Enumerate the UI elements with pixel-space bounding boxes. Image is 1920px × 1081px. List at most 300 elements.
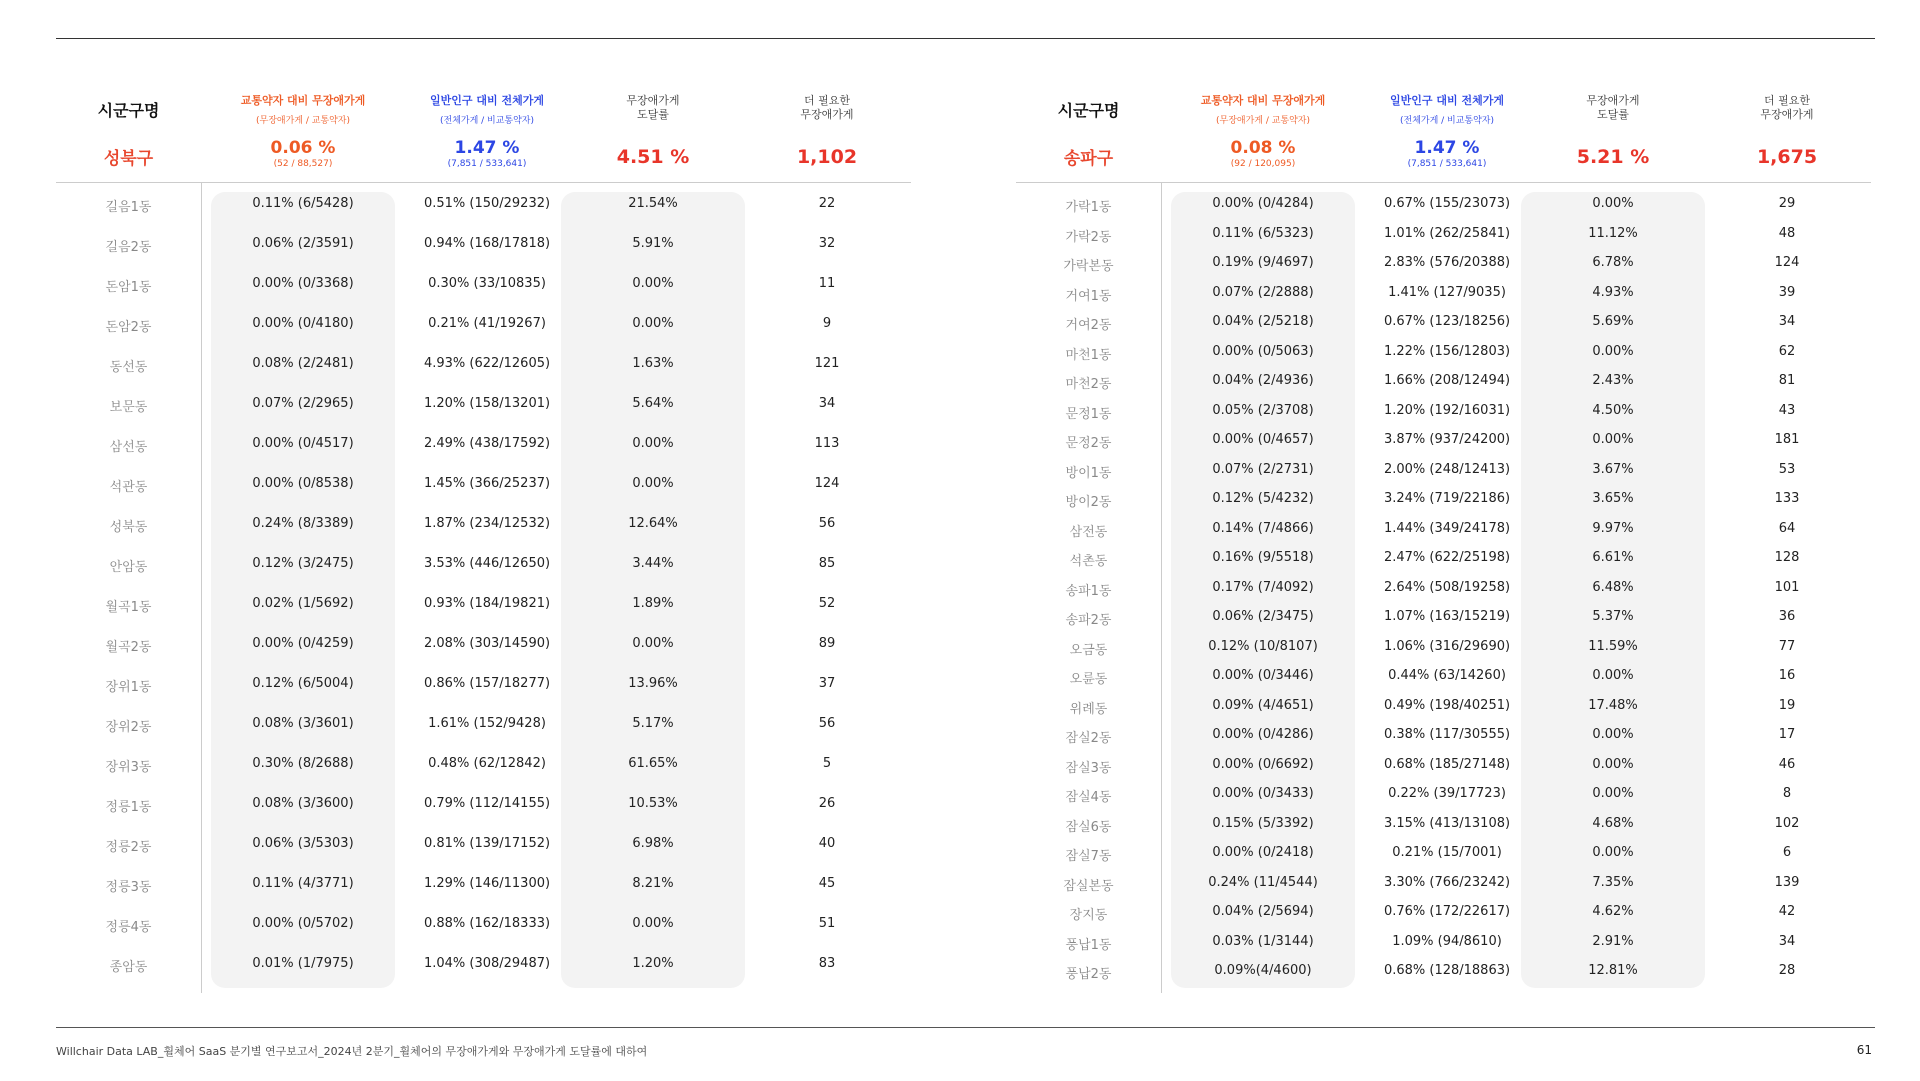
transport-ratio: 0.11% (6/5428): [252, 196, 354, 211]
col-reach-value: 4.51 %: [616, 146, 690, 168]
needed-count: 32: [818, 236, 836, 251]
transport-ratio: 0.06% (2/3475): [1212, 609, 1314, 624]
dong-name: 동선동: [109, 360, 148, 375]
transport-ratio: 0.12% (5/4232): [1212, 491, 1314, 506]
needed-count: 43: [1778, 402, 1796, 418]
transport-ratio: 0.00% (0/5702): [252, 916, 354, 931]
general-ratio: 1.87% (234/12532): [423, 516, 551, 531]
dong-name: 풍납1동: [1065, 937, 1112, 953]
left-table: [56, 88, 911, 993]
reach-rate: 0.00%: [632, 276, 674, 291]
needed-count: 62: [1778, 343, 1796, 359]
dong-name: 정릉4동: [105, 920, 152, 935]
general-ratio: 1.22% (156/12803): [1383, 343, 1511, 359]
dong-name: 안암동: [109, 560, 148, 575]
transport-ratio: 0.07% (2/2888): [1212, 284, 1314, 300]
reach-rate: 4.68%: [1592, 815, 1634, 831]
needed-count: 56: [818, 716, 836, 731]
transport-ratio: 0.00% (0/4180): [252, 316, 354, 331]
transport-ratio: 0.16% (9/5518): [1212, 550, 1314, 565]
reach-rate: 3.44%: [632, 556, 674, 571]
reach-rate: 0.00%: [632, 476, 674, 491]
needed-count: 128: [1774, 550, 1800, 565]
general-ratio: 1.04% (308/29487): [423, 956, 551, 971]
dong-name: 길음1동: [105, 200, 152, 215]
reach-rate: 2.43%: [1592, 373, 1634, 388]
general-ratio: 0.21% (15/7001): [1392, 845, 1502, 860]
needed-count: 22: [818, 196, 836, 211]
col-general-header: 일반인구 대비 전체가게 (전체가게 / 비교통약자): [1390, 94, 1504, 126]
reach-rate: 0.00%: [632, 916, 674, 931]
transport-ratio: 0.01% (1/7975): [252, 956, 354, 971]
table-row: [56, 792, 911, 816]
general-ratio: 0.79% (112/14155): [423, 796, 551, 811]
dong-name: 가락본동: [1063, 259, 1114, 274]
reach-rate: 4.62%: [1592, 904, 1634, 919]
needed-count: 52: [818, 596, 836, 611]
table-row: [56, 632, 911, 656]
table-row: [1016, 812, 1871, 836]
reach-rate: 0.00%: [1592, 196, 1634, 211]
reach-rate: 0.00%: [632, 436, 674, 451]
table-row: [1016, 340, 1871, 364]
table-row: [1016, 458, 1871, 482]
reach-rate: 0.00%: [1592, 845, 1634, 860]
needed-count: 9: [822, 316, 832, 331]
needed-count: 28: [1778, 963, 1796, 978]
general-ratio: 0.22% (39/17723): [1388, 786, 1506, 801]
col-transport-value: 0.06 %: [270, 138, 336, 158]
general-ratio: 2.83% (576/20388): [1383, 255, 1511, 270]
reach-rate: 3.65%: [1592, 491, 1634, 506]
reach-rate: 5.37%: [1592, 609, 1634, 624]
general-ratio: 0.93% (184/19821): [423, 596, 551, 611]
dong-name: 위례동: [1069, 701, 1108, 717]
transport-ratio: 0.06% (3/5303): [252, 836, 354, 851]
transport-ratio: 0.03% (1/3144): [1212, 933, 1314, 949]
dong-name: 오금동: [1069, 642, 1108, 658]
dong-name: 문정2동: [1065, 436, 1112, 451]
dong-name: 송파1동: [1065, 583, 1112, 599]
reach-rate: 2.91%: [1592, 933, 1634, 949]
general-ratio: 0.68% (128/18863): [1383, 963, 1511, 978]
dong-name: 정릉3동: [105, 880, 152, 895]
reach-rate: 6.78%: [1592, 255, 1634, 270]
reach-rate: 12.81%: [1588, 963, 1638, 978]
general-ratio: 2.49% (438/17592): [423, 436, 551, 451]
table-row: [1016, 900, 1871, 924]
transport-ratio: 0.04% (2/5694): [1212, 904, 1314, 919]
table-row: [56, 752, 911, 776]
needed-count: 5: [822, 756, 832, 771]
reach-rate: 0.00%: [1592, 432, 1634, 447]
reach-rate: 6.61%: [1592, 550, 1634, 565]
dong-name: 장위1동: [105, 680, 152, 695]
table-row: [1016, 841, 1871, 865]
general-ratio: 3.87% (937/24200): [1383, 432, 1511, 447]
needed-count: 42: [1778, 904, 1796, 919]
general-ratio: 0.38% (117/30555): [1383, 727, 1511, 742]
table-row: [56, 592, 911, 616]
table-row: [1016, 487, 1871, 511]
table-row: [1016, 930, 1871, 954]
col-transport-detail: (92 / 120,095): [1230, 159, 1296, 169]
transport-ratio: 0.00% (0/4517): [252, 436, 354, 451]
table-row: [1016, 222, 1871, 246]
table-row: [56, 872, 911, 896]
col-transport-header: 교통약자 대비 무장애가게 (무장애가게 / 교통약자): [1200, 94, 1326, 126]
page-number: 61: [1856, 1043, 1872, 1057]
transport-ratio: 0.14% (7/4866): [1212, 520, 1314, 536]
general-ratio: 0.67% (155/23073): [1383, 196, 1511, 211]
needed-count: 139: [1774, 874, 1800, 890]
needed-count: 53: [1778, 461, 1796, 477]
table-row: [56, 912, 911, 936]
transport-ratio: 0.30% (8/2688): [252, 756, 354, 771]
transport-ratio: 0.00% (0/5063): [1212, 343, 1314, 359]
reach-rate: 21.54%: [628, 196, 678, 211]
reach-rate: 5.91%: [632, 236, 674, 251]
needed-count: 124: [1774, 255, 1800, 270]
needed-count: 85: [818, 556, 836, 571]
needed-count: 34: [1778, 314, 1796, 329]
dong-name: 잠실본동: [1063, 878, 1114, 894]
general-ratio: 1.41% (127/9035): [1388, 284, 1506, 300]
transport-ratio: 0.00% (0/2418): [1212, 845, 1314, 860]
general-ratio: 0.86% (157/18277): [423, 676, 551, 691]
needed-count: 133: [1774, 491, 1800, 506]
table-row: [1016, 753, 1871, 777]
general-ratio: 3.24% (719/22186): [1383, 491, 1511, 506]
reach-rate: 6.98%: [632, 836, 674, 851]
dong-name: 마천1동: [1065, 347, 1112, 363]
transport-ratio: 0.09% (4/4651): [1212, 697, 1314, 713]
table-row: [1016, 782, 1871, 806]
transport-ratio: 0.19% (9/4697): [1212, 255, 1314, 270]
reach-rate: 1.89%: [632, 596, 674, 611]
general-ratio: 0.44% (63/14260): [1388, 668, 1506, 683]
reach-rate: 10.53%: [628, 796, 678, 811]
reach-rate: 0.00%: [1592, 343, 1634, 359]
dong-name: 석관동: [109, 480, 148, 495]
reach-rate: 17.48%: [1588, 697, 1638, 713]
dong-name: 길음2동: [105, 240, 152, 255]
dong-name: 마천2동: [1065, 377, 1112, 392]
transport-ratio: 0.24% (11/4544): [1208, 874, 1318, 890]
transport-ratio: 0.07% (2/2731): [1212, 461, 1314, 477]
transport-ratio: 0.12% (3/2475): [252, 556, 354, 571]
needed-count: 77: [1778, 638, 1796, 654]
dong-name: 방이2동: [1065, 495, 1112, 510]
table-row: [1016, 281, 1871, 305]
district-column-header: 시군구명: [97, 101, 160, 120]
general-ratio: 2.64% (508/19258): [1383, 579, 1511, 595]
table-row: [1016, 546, 1871, 570]
dong-name: 문정1동: [1065, 406, 1112, 422]
general-ratio: 4.93% (622/12605): [423, 356, 551, 371]
general-ratio: 0.49% (198/40251): [1383, 697, 1511, 713]
needed-count: 26: [818, 796, 836, 811]
col-needed-value: 1,102: [796, 146, 858, 168]
needed-count: 113: [814, 436, 840, 451]
reach-rate: 0.00%: [632, 316, 674, 331]
dong-name: 가락2동: [1065, 229, 1112, 245]
reach-rate: 4.50%: [1592, 402, 1634, 418]
table-row: [1016, 576, 1871, 600]
dong-name: 잠실3동: [1065, 760, 1112, 776]
transport-ratio: 0.00% (0/4259): [252, 636, 354, 651]
general-ratio: 1.06% (316/29690): [1383, 638, 1511, 654]
general-ratio: 3.30% (766/23242): [1383, 874, 1511, 890]
needed-count: 45: [818, 876, 836, 891]
dong-name: 가락1동: [1065, 200, 1112, 215]
reach-rate: 0.00%: [1592, 727, 1634, 742]
dong-name: 월곡1동: [105, 600, 152, 615]
reach-rate: 11.59%: [1588, 638, 1638, 654]
table-row: [56, 352, 911, 376]
needed-count: 46: [1778, 756, 1796, 772]
dong-name: 월곡2동: [105, 640, 152, 655]
dong-name: 방이1동: [1065, 465, 1112, 481]
reach-rate: 12.64%: [628, 516, 678, 531]
col-reach-value: 5.21 %: [1576, 146, 1650, 168]
dong-name: 잠실6동: [1065, 819, 1112, 835]
col-general-value: 1.47 %: [454, 138, 520, 158]
general-ratio: 3.53% (446/12650): [423, 556, 551, 571]
dong-name: 풍납2동: [1065, 967, 1112, 982]
reach-rate: 0.00%: [1592, 786, 1634, 801]
reach-rate: 5.69%: [1592, 314, 1634, 329]
needed-count: 81: [1778, 373, 1796, 388]
col-general-detail: (7,851 / 533,641): [447, 159, 527, 169]
table-row: [56, 192, 911, 216]
general-ratio: 0.68% (185/27148): [1383, 756, 1511, 772]
needed-count: 83: [818, 956, 836, 971]
transport-ratio: 0.00% (0/3368): [252, 276, 354, 291]
reach-rate: 1.20%: [632, 956, 674, 971]
right-table: [1016, 88, 1871, 993]
needed-count: 19: [1778, 697, 1796, 713]
transport-ratio: 0.07% (2/2965): [252, 396, 354, 411]
transport-ratio: 0.06% (2/3591): [252, 236, 354, 251]
transport-ratio: 0.00% (0/8538): [252, 476, 354, 491]
needed-count: 34: [818, 396, 836, 411]
table-row: [56, 432, 911, 456]
transport-ratio: 0.17% (7/4092): [1212, 579, 1314, 595]
table-row: [1016, 251, 1871, 275]
table-row: [56, 232, 911, 256]
reach-rate: 3.67%: [1592, 461, 1634, 477]
needed-count: 124: [814, 476, 840, 491]
table-row: [1016, 428, 1871, 452]
table-row: [1016, 605, 1871, 629]
table-row: [1016, 664, 1871, 688]
table-row: [1016, 310, 1871, 334]
table-row: [56, 472, 911, 496]
dong-name: 장위3동: [105, 760, 152, 775]
transport-ratio: 0.12% (10/8107): [1208, 638, 1318, 654]
dong-name: 돈암1동: [105, 280, 152, 295]
transport-ratio: 0.15% (5/3392): [1212, 815, 1314, 831]
reach-rate: 11.12%: [1588, 225, 1638, 241]
dong-name: 거여2동: [1065, 318, 1112, 333]
transport-ratio: 0.12% (6/5004): [252, 676, 354, 691]
dong-name: 송파2동: [1065, 613, 1112, 628]
needed-count: 51: [818, 916, 836, 931]
needed-count: 40: [818, 836, 836, 851]
table-row: [1016, 694, 1871, 718]
transport-ratio: 0.00% (0/3433): [1212, 786, 1314, 801]
transport-ratio: 0.04% (2/5218): [1212, 314, 1314, 329]
dong-name: 돈암2동: [105, 320, 152, 335]
general-ratio: 1.09% (94/8610): [1392, 933, 1502, 949]
footer-divider: [56, 1027, 1875, 1028]
dong-name: 삼전동: [1069, 524, 1108, 540]
table-row: [1016, 369, 1871, 393]
needed-count: 11: [818, 276, 836, 291]
general-ratio: 0.94% (168/17818): [423, 236, 551, 251]
reach-rate: 4.93%: [1592, 284, 1634, 300]
dong-name: 오륜동: [1069, 672, 1108, 687]
table-row: [1016, 517, 1871, 541]
col-transport-value: 0.08 %: [1230, 138, 1296, 158]
reach-rate: 0.00%: [632, 636, 674, 651]
transport-ratio: 0.08% (3/3600): [252, 796, 354, 811]
table-row: [56, 712, 911, 736]
col-general-detail: (7,851 / 533,641): [1407, 159, 1487, 169]
general-ratio: 1.20% (158/13201): [423, 396, 551, 411]
reach-rate: 5.17%: [632, 716, 674, 731]
dong-name: 장지동: [1069, 908, 1108, 923]
col-general-header: 일반인구 대비 전체가게 (전체가게 / 비교통약자): [430, 94, 544, 126]
transport-ratio: 0.08% (3/3601): [252, 716, 354, 731]
table-row: [56, 392, 911, 416]
needed-count: 6: [1782, 845, 1792, 860]
needed-count: 102: [1774, 815, 1800, 831]
transport-ratio: 0.02% (1/5692): [252, 596, 354, 611]
reach-rate: 61.65%: [628, 756, 678, 771]
needed-count: 34: [1778, 933, 1796, 949]
col-needed-header: 더 필요한 무장애가게: [1760, 94, 1814, 121]
dong-name: 보문동: [109, 400, 148, 415]
table-row: [56, 312, 911, 336]
transport-ratio: 0.00% (0/4657): [1212, 432, 1314, 447]
needed-count: 36: [1778, 609, 1796, 624]
dong-name: 거여1동: [1065, 288, 1112, 304]
dong-name: 장위2동: [105, 720, 152, 735]
needed-count: 121: [814, 356, 840, 371]
general-ratio: 3.15% (413/13108): [1383, 815, 1511, 831]
header-divider: [56, 182, 911, 183]
needed-count: 181: [1774, 432, 1800, 447]
needed-count: 39: [1778, 284, 1796, 300]
table-row: [56, 552, 911, 576]
table-row: [1016, 192, 1871, 216]
reach-rate: 5.64%: [632, 396, 674, 411]
general-ratio: 2.47% (622/25198): [1383, 550, 1511, 565]
general-ratio: 0.30% (33/10835): [428, 276, 546, 291]
table-row: [56, 512, 911, 536]
transport-ratio: 0.00% (0/3446): [1212, 668, 1314, 683]
reach-rate: 6.48%: [1592, 579, 1634, 595]
col-reach-header: 무장애가게 도달률: [1586, 94, 1640, 121]
needed-count: 48: [1778, 225, 1796, 241]
dong-name: 잠실7동: [1065, 849, 1112, 864]
general-ratio: 1.01% (262/25841): [1383, 225, 1511, 241]
general-ratio: 0.48% (62/12842): [428, 756, 546, 771]
needed-count: 29: [1778, 196, 1796, 211]
needed-count: 101: [1774, 579, 1800, 595]
transport-ratio: 0.09%(4/4600): [1214, 963, 1312, 978]
dong-name: 성북동: [109, 520, 148, 535]
transport-ratio: 0.05% (2/3708): [1212, 402, 1314, 418]
col-general-value: 1.47 %: [1414, 138, 1480, 158]
general-ratio: 1.07% (163/15219): [1383, 609, 1511, 624]
needed-count: 64: [1778, 520, 1796, 536]
col-reach-header: 무장애가게 도달률: [626, 94, 680, 121]
transport-ratio: 0.00% (0/4286): [1212, 727, 1314, 742]
table-row: [56, 672, 911, 696]
district-column-header: 시군구명: [1057, 101, 1120, 120]
dong-name: 정릉2동: [105, 840, 152, 855]
col-needed-header: 더 필요한 무장애가게: [800, 94, 854, 121]
dong-name: 잠실2동: [1065, 731, 1112, 746]
table-row: [1016, 635, 1871, 659]
col-transport-header: 교통약자 대비 무장애가게 (무장애가게 / 교통약자): [240, 94, 366, 126]
footer-text: Willchair Data LAB_휠체어 SaaS 분기별 연구보고서_2024년 2분기_휠체어의 무장애가게와 무장애가게 도달률에 대하여: [56, 1045, 648, 1058]
transport-ratio: 0.00% (0/6692): [1212, 756, 1314, 772]
transport-ratio: 0.08% (2/2481): [252, 356, 354, 371]
col-needed-value: 1,675: [1756, 146, 1818, 168]
general-ratio: 0.67% (123/18256): [1383, 314, 1511, 329]
col-transport-detail: (52 / 88,527): [273, 159, 333, 169]
needed-count: 8: [1782, 786, 1792, 801]
reach-rate: 7.35%: [1592, 874, 1634, 890]
transport-ratio: 0.24% (8/3389): [252, 516, 354, 531]
needed-count: 16: [1778, 668, 1796, 683]
dong-name: 정릉1동: [105, 800, 152, 815]
top-divider: [56, 38, 1875, 39]
general-ratio: 2.08% (303/14590): [423, 636, 551, 651]
general-ratio: 2.00% (248/12413): [1383, 461, 1511, 477]
table-row: [56, 272, 911, 296]
general-ratio: 0.51% (150/29232): [423, 196, 551, 211]
needed-count: 89: [818, 636, 836, 651]
general-ratio: 1.61% (152/9428): [428, 716, 546, 731]
table-row: [1016, 959, 1871, 983]
district-name: 성북구: [103, 149, 154, 169]
general-ratio: 1.29% (146/11300): [423, 876, 551, 891]
reach-rate: 0.00%: [1592, 668, 1634, 683]
dong-name: 종암동: [109, 960, 148, 975]
reach-rate: 8.21%: [632, 876, 674, 891]
general-ratio: 0.21% (41/19267): [428, 316, 546, 331]
table-row: [56, 952, 911, 976]
transport-ratio: 0.11% (4/3771): [252, 876, 354, 891]
general-ratio: 1.44% (349/24178): [1383, 520, 1511, 536]
transport-ratio: 0.00% (0/4284): [1212, 196, 1314, 211]
reach-rate: 13.96%: [628, 676, 678, 691]
dong-name: 잠실4동: [1065, 790, 1112, 805]
general-ratio: 0.76% (172/22617): [1383, 904, 1511, 919]
general-ratio: 1.66% (208/12494): [1383, 373, 1511, 388]
general-ratio: 1.20% (192/16031): [1383, 402, 1511, 418]
general-ratio: 0.81% (139/17152): [423, 836, 551, 851]
transport-ratio: 0.11% (6/5323): [1212, 225, 1314, 241]
general-ratio: 1.45% (366/25237): [423, 476, 551, 491]
district-name: 송파구: [1063, 149, 1114, 169]
table-row: [1016, 871, 1871, 895]
